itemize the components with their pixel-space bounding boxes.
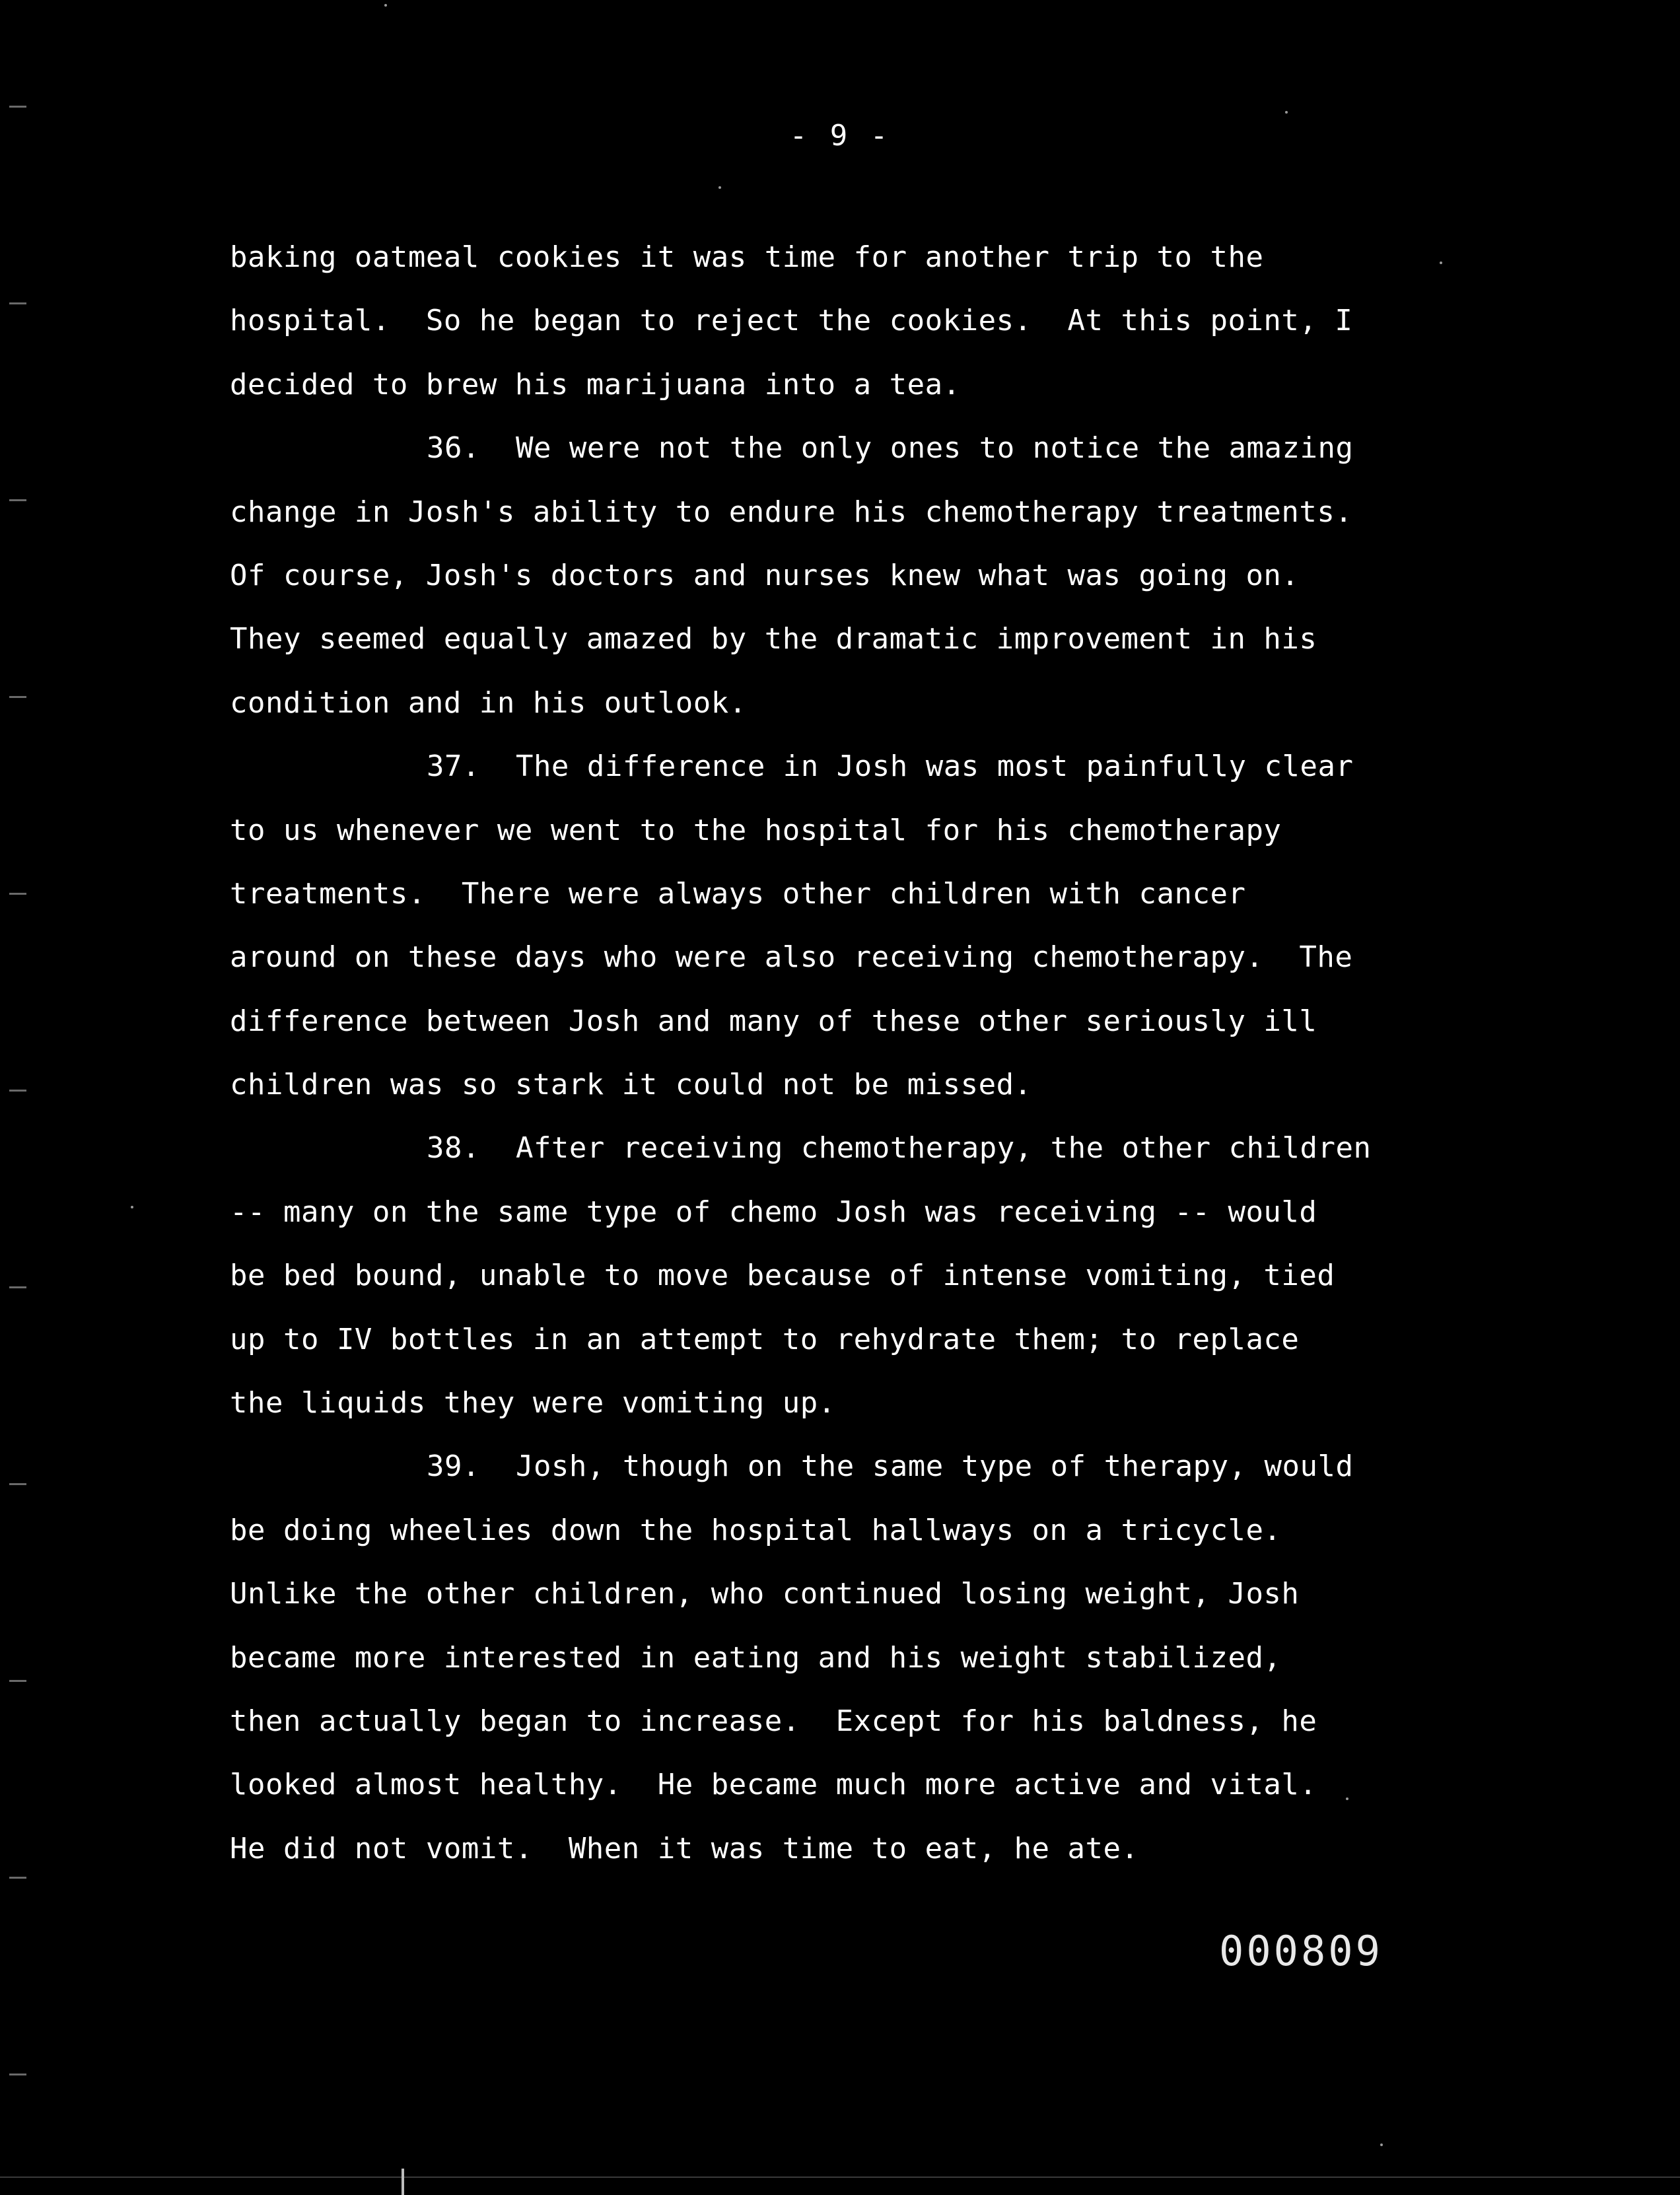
margin-mark — [9, 1090, 26, 1092]
margin-mark — [9, 893, 26, 895]
scan-speck — [1285, 111, 1288, 114]
scan-edge-line — [0, 2177, 1680, 2178]
text-line: became more interested in eating and his weight stabilized, — [230, 1640, 1282, 1675]
scan-edge-tick — [402, 2169, 404, 2195]
paragraph-start-line: 36. We were not the only ones to notice the amazing — [427, 431, 1354, 466]
paragraph-start-line: 39. Josh, though on the same type of therapy, would — [427, 1449, 1354, 1484]
text-line: They seemed equally amazed by the dramatic improvement in his — [230, 622, 1317, 656]
margin-mark — [9, 499, 26, 501]
text-line: to us whenever we went to the hospital for his chemotherapy — [230, 813, 1282, 847]
text-line: the liquids they were vomiting up. — [230, 1386, 836, 1420]
margin-mark — [9, 696, 26, 698]
paragraph-start-line: 37. The difference in Josh was most painfully clear — [427, 749, 1354, 784]
margin-mark — [9, 2073, 26, 2075]
margin-mark — [9, 1286, 26, 1288]
text-line: Unlike the other children, who continued losing weight, Josh — [230, 1577, 1300, 1611]
text-line: decided to brew his marijuana into a tea. — [230, 367, 961, 401]
text-line: condition and in his outlook. — [230, 685, 747, 720]
text-line: Of course, Josh's doctors and nurses knew what was going on. — [230, 558, 1300, 592]
margin-mark — [9, 1483, 26, 1485]
margin-mark — [9, 1680, 26, 1682]
margin-mark — [9, 106, 26, 108]
bates-number: 000809 — [1219, 1927, 1383, 1975]
margin-mark — [9, 1877, 26, 1879]
text-line: change in Josh's ability to endure his chemotherapy treatments. — [230, 495, 1353, 529]
text-line: children was so stark it could not be missed. — [230, 1068, 1032, 1102]
text-line: treatments. There were always other children with cancer — [230, 876, 1246, 911]
text-line: He did not vomit. When it was time to eat, he ate. — [230, 1831, 1139, 1865]
text-line: around on these days who were also receiving chemotherapy. The — [230, 940, 1353, 975]
paragraph-start-line: 38. After receiving chemotherapy, the other children — [427, 1131, 1372, 1166]
text-line: be bed bound, unable to move because of intense vomiting, tied — [230, 1259, 1335, 1293]
scan-speck — [718, 186, 721, 189]
text-line: hospital. So he began to reject the cookies. At this point, I — [230, 304, 1353, 338]
scan-speck — [1380, 2143, 1383, 2146]
scan-speck — [384, 4, 387, 7]
page-number: - 9 - — [789, 119, 891, 153]
scan-speck — [1440, 261, 1442, 264]
text-line: difference between Josh and many of these other seriously ill — [230, 1004, 1317, 1038]
scan-speck — [1346, 1797, 1348, 1800]
text-line: then actually began to increase. Except for his baldness, he — [230, 1704, 1317, 1738]
text-line: looked almost healthy. He became much more active and vital. — [230, 1768, 1317, 1802]
text-line: -- many on the same type of chemo Josh was receiving -- would — [230, 1195, 1317, 1229]
body-text — [230, 226, 1485, 1881]
text-line: up to IV bottles in an attempt to rehydrate them; to replace — [230, 1322, 1300, 1356]
text-line: be doing wheelies down the hospital hallways on a tricycle. — [230, 1513, 1282, 1547]
margin-mark — [9, 302, 26, 304]
text-line: baking oatmeal cookies it was time for another trip to the — [230, 240, 1264, 274]
scan-speck — [131, 1206, 133, 1208]
